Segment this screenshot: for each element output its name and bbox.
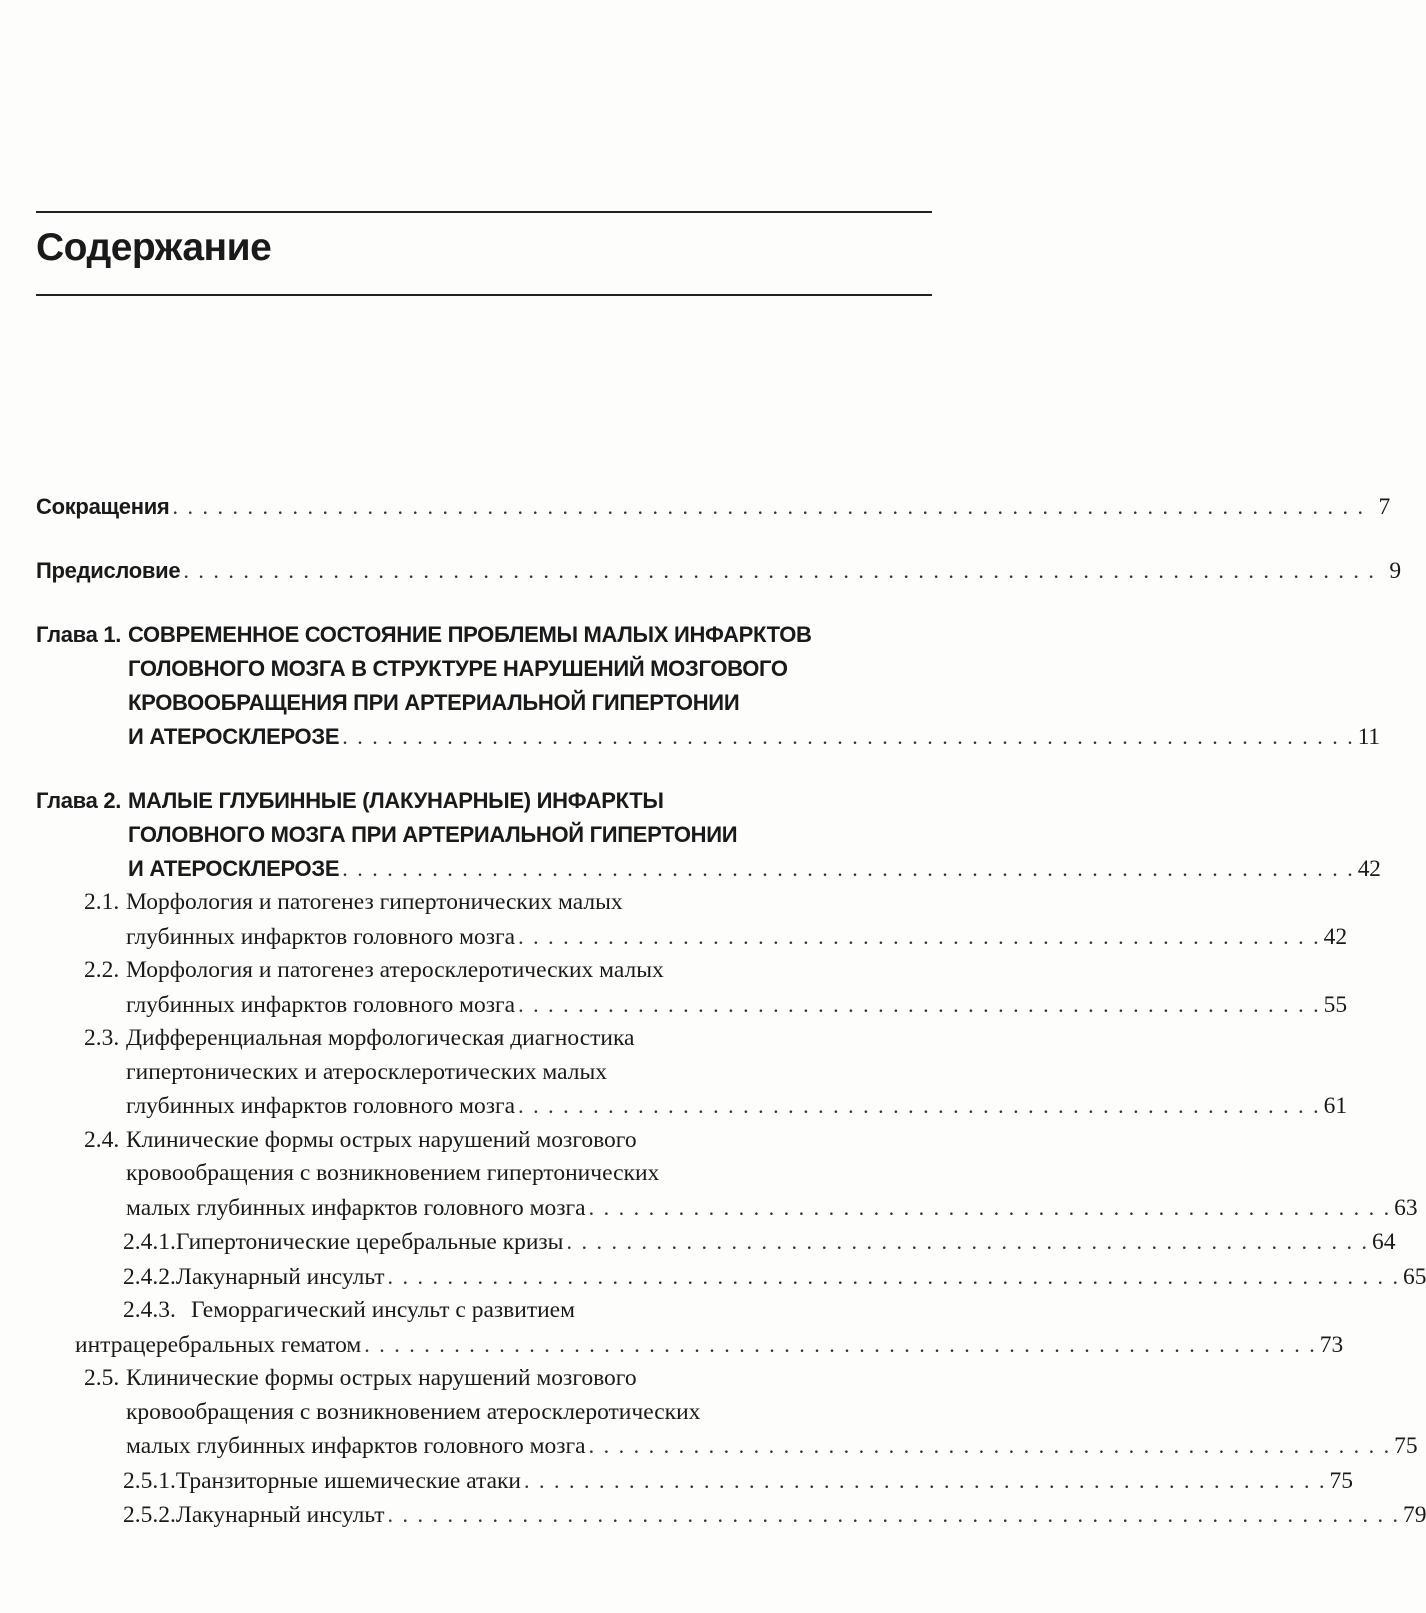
chapter-title-line: ГОЛОВНОГО МОЗГА ПРИ АРТЕРИАЛЬНОЙ ГИПЕРТОНИИ [128, 822, 738, 847]
toc-entry-abbreviations[interactable] [36, 490, 1390, 524]
section-title-line: Лакунарный инсульт [175, 1502, 385, 1528]
page-number: 9 [1389, 558, 1401, 584]
page-number: 64 [1371, 1229, 1396, 1255]
dot-leader: . . . . . . . . . . . . . . . . . . . . . . . . . . . . . . . . . . . . . . . . . . . . . . . . . . . . . . . . . . . . . . . . . . . . . . . . . . . . . . . . [172, 494, 1365, 519]
section-title-line: гипертонических и атеросклеротических малых [126, 1058, 608, 1085]
page-number: 55 [1323, 991, 1348, 1018]
table-of-contents [36, 490, 1426, 1533]
section-title-line: Геморрагический инсульт с развитием [191, 1297, 575, 1323]
page-number: 73 [1319, 1331, 1344, 1358]
page-number: 42 [1323, 923, 1348, 950]
dot-leader: . . . . . . . . . . . . . . . . . . . . . . . . . . . . . . . . . . . . . . . . . . . . . . . . . . . . . . [518, 923, 1321, 949]
toc-entry-section-2-4[interactable] [84, 1124, 1418, 1226]
dot-leader: . . . . . . . . . . . . . . . . . . . . . . . . . . . . . . . . . . . . . . . . . . . . . . . . . . . . . . [518, 1093, 1321, 1118]
section-number: 2.5.1. [123, 1467, 176, 1494]
section-title-line: малых глубинных инфарктов головного мозга [126, 1194, 586, 1221]
chapter-title-line: СОВРЕМЕННОЕ СОСТОЯНИЕ ПРОБЛЕМЫ МАЛЫХ ИНФАРКТОВ [128, 622, 812, 647]
section-number: 2.1. [84, 889, 120, 915]
page-number: 61 [1323, 1093, 1348, 1119]
section-title-line: Дифференциальная морфологическая диагностика [126, 1025, 635, 1051]
section-title-line: малых глубинных инфарктов головного мозга [126, 1433, 586, 1459]
page-number: 42 [1357, 856, 1381, 882]
toc-entry-preface[interactable] [36, 554, 1401, 588]
section-title-line: Транзиторные ишемические атаки [175, 1467, 521, 1494]
toc-entry-section-2-1[interactable] [84, 886, 1348, 954]
section-number: 2.4.1. [123, 1229, 176, 1255]
section-title-line: глубинных инфарктов головного мозга [126, 923, 516, 950]
chapter-title-line: И АТЕРОСКЛЕРОЗЕ [128, 856, 340, 881]
entry-title: Предисловие [36, 558, 181, 583]
chapter-title-line: МАЛЫЕ ГЛУБИННЫЕ (ЛАКУНАРНЫЕ) ИНФАРКТЫ [128, 788, 664, 813]
section-title-line: Клинические формы острых нарушений мозгового [126, 1126, 637, 1153]
dot-leader: . . . . . . . . . . . . . . . . . . . . . . . . . . . . . . . . . . . . . . . . . . . . . . . . . . . . . . [588, 1194, 1392, 1220]
section-number: 2.5. [84, 1365, 120, 1391]
chapter-title-line: КРОВООБРАЩЕНИЯ ПРИ АРТЕРИАЛЬНОЙ ГИПЕРТОНИИ [128, 690, 740, 715]
page-number: 75 [1329, 1467, 1353, 1494]
section-number: 2.4. [84, 1126, 120, 1153]
bottom-rule [36, 294, 932, 296]
toc-entry-section-2-2[interactable] [84, 954, 1348, 1022]
section-number: 2.4.2. [123, 1263, 176, 1290]
dot-leader: . . . . . . . . . . . . . . . . . . . . . . . . . . . . . . . . . . . . . . . . . . . . . . . . . . . . . . . . . . . . . . . . . . . . [342, 724, 1355, 749]
dot-leader: . . . . . . . . . . . . . . . . . . . . . . . . . . . . . . . . . . . . . . . . . . . . . . . . . . . . . . [518, 991, 1321, 1017]
section-number: 2.5.2. [123, 1502, 176, 1528]
section-number: 2.3. [84, 1025, 120, 1051]
dot-leader: . . . . . . . . . . . . . . . . . . . . . . . . . . . . . . . . . . . . . . . . . . . . . . . . . . . . . . . . . . . . . . . . . . . . [342, 856, 1355, 881]
toc-entry-section-2-4-3[interactable] [75, 1294, 1344, 1362]
section-title-line: глубинных инфарктов головного мозга [126, 1093, 516, 1119]
dot-leader: . . . . . . . . . . . . . . . . . . . . . . . . . . . . . . . . . . . . . . . . . . . . . . . . . . . . . . [588, 1433, 1392, 1458]
page-number: 11 [1357, 724, 1380, 750]
toc-entry-section-2-5-2[interactable] [123, 1498, 1426, 1533]
section-title-line: Лакунарный инсульт [175, 1263, 385, 1290]
page-number: 75 [1394, 1433, 1418, 1459]
section-title-line: кровообращения с возникновением атеросклеротических [126, 1398, 701, 1425]
toc-entry-section-2-4-1[interactable] [123, 1225, 1396, 1260]
chapter-label: Глава 2. [36, 788, 122, 813]
section-title-line: глубинных инфарктов головного мозга [126, 991, 516, 1018]
page-number: 7 [1378, 494, 1390, 520]
toc-entry-chapter-1[interactable] [36, 618, 1380, 754]
toc-entry-section-2-4-2[interactable] [123, 1260, 1426, 1295]
top-rule [36, 211, 932, 213]
section-number: 2.2. [84, 957, 120, 983]
page-number: 65 [1402, 1263, 1426, 1290]
chapter-title-line: ГОЛОВНОГО МОЗГА В СТРУКТУРЕ НАРУШЕНИЙ МОЗГОВОГО [128, 656, 788, 681]
dot-leader: . . . . . . . . . . . . . . . . . . . . . . . . . . . . . . . . . . . . . . . . . . . . . . . . . . . . . . . . . . . . . . . . [364, 1331, 1317, 1357]
chapter-label: Глава 1. [36, 622, 122, 647]
toc-entry-section-2-5-1[interactable] [123, 1464, 1353, 1499]
page-number: 79 [1402, 1502, 1426, 1528]
toc-entry-chapter-2[interactable] [36, 784, 1381, 886]
dot-leader: . . . . . . . . . . . . . . . . . . . . . . . . . . . . . . . . . . . . . . . . . . . . . . . . . . . . . . [566, 1229, 1369, 1254]
section-title-line: кровообращения с возникновением гипертонических [126, 1160, 660, 1186]
chapter-title-line: И АТЕРОСКЛЕРОЗЕ [128, 724, 340, 749]
section-title-line: интрацеребральных гематом [75, 1331, 362, 1358]
entry-title: Сокращения [36, 494, 170, 519]
dot-leader: . . . . . . . . . . . . . . . . . . . . . . . . . . . . . . . . . . . . . . . . . . . . . . . . . . . . . . . . . . . . . . . . . . . . [387, 1263, 1400, 1289]
section-title-line: Морфология и патогенез атеросклеротических малых [126, 957, 664, 983]
page-title: Содержание [36, 226, 272, 269]
toc-entry-section-2-5[interactable] [84, 1362, 1418, 1464]
dot-leader: . . . . . . . . . . . . . . . . . . . . . . . . . . . . . . . . . . . . . . . . . . . . . . . . . . . . . . . . . . . . . . . . . . . . [387, 1502, 1400, 1527]
dot-leader: . . . . . . . . . . . . . . . . . . . . . . . . . . . . . . . . . . . . . . . . . . . . . . . . . . . . . . [524, 1467, 1327, 1493]
section-title-line: Гипертонические церебральные кризы [175, 1229, 564, 1255]
section-title-line: Морфология и патогенез гипертонических малых [126, 889, 623, 915]
dot-leader: . . . . . . . . . . . . . . . . . . . . . . . . . . . . . . . . . . . . . . . . . . . . . . . . . . . . . . . . . . . . . . . . . . . . . . . . . . . . . . . . [183, 558, 1376, 583]
page-number: 63 [1394, 1194, 1418, 1221]
section-number: 2.4.3. [123, 1297, 176, 1323]
toc-entry-section-2-3[interactable] [84, 1022, 1348, 1124]
section-title-line: Клинические формы острых нарушений мозгового [126, 1365, 637, 1391]
